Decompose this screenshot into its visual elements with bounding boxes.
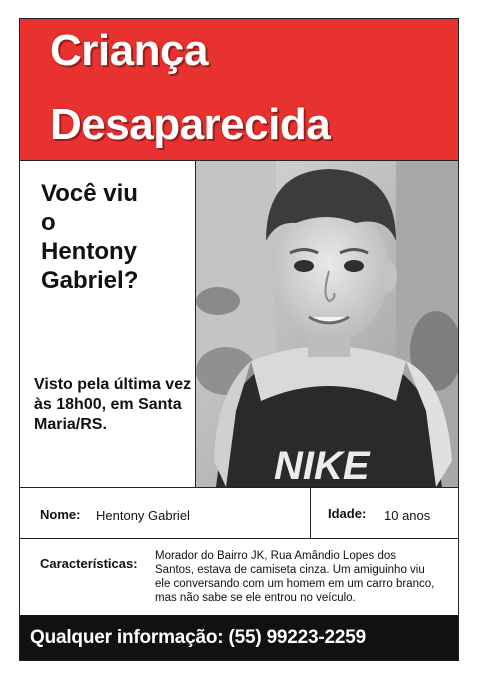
features-label: Características: xyxy=(40,556,138,571)
features-text: Morador do Bairro JK, Rua Amândio Lopes dos Santos, estava de camiseta cinza. Um amiguinho viu ele conversando com um homem em um carro branco, mas não sabe se ele entrou no veículo. xyxy=(155,550,435,604)
name-label: Nome: xyxy=(40,507,81,522)
contact-footer xyxy=(20,615,458,661)
age-label: Idade: xyxy=(328,506,367,521)
poster-header xyxy=(20,19,458,161)
missing-child-poster xyxy=(19,18,459,661)
contact-text: Qualquer informação: (55) 99223-2259 xyxy=(30,627,366,648)
question-heading: Você viu o Hentony Gabriel? xyxy=(41,180,139,294)
poster-title-line-1: Criança xyxy=(50,26,208,75)
poster-left-column xyxy=(20,161,196,487)
poster-title-line-2: Desaparecida xyxy=(50,100,331,149)
info-divider xyxy=(310,488,311,538)
child-photo xyxy=(196,161,459,487)
shirt-logo-text: NIKE xyxy=(274,444,370,487)
age-value: 10 anos xyxy=(384,508,431,523)
name-value: Hentony Gabriel xyxy=(96,508,190,523)
features-row xyxy=(20,539,458,615)
last-seen-text: Visto pela última vez às 18h00, em Santa Maria/RS. xyxy=(34,376,192,433)
info-row xyxy=(20,487,458,539)
